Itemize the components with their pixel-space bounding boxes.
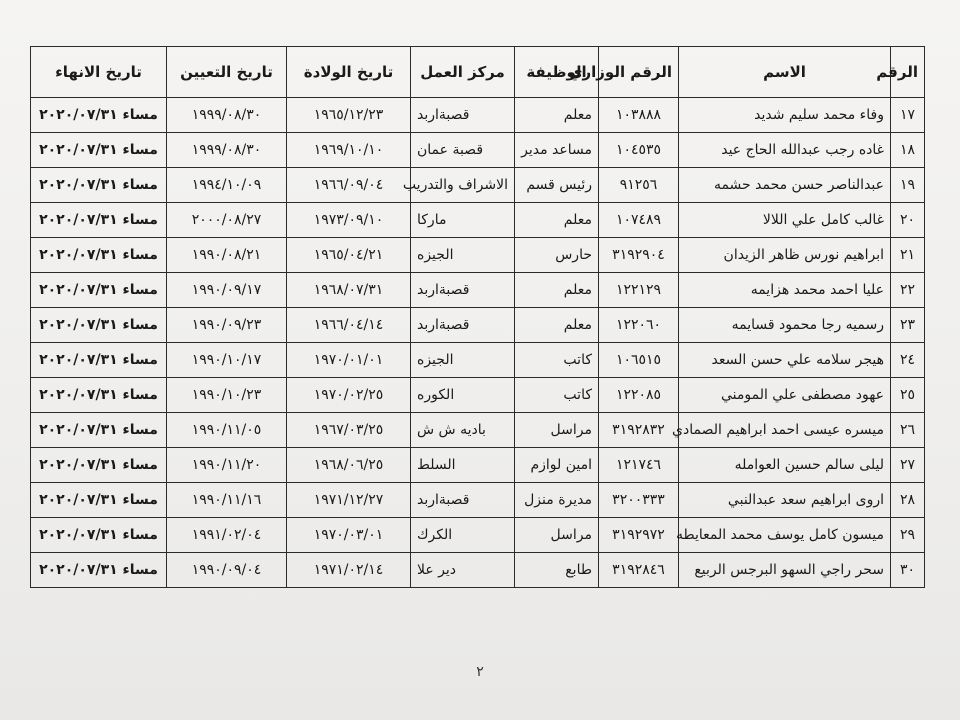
cell-num: ٢٠ [891, 203, 925, 238]
table-row [31, 343, 925, 378]
header-end-date: تاريخ الانهاء [31, 47, 167, 98]
cell-job: معلم [515, 203, 599, 238]
cell-end-date: مساء ٢٠٢٠/٠٧/٣١ [31, 518, 167, 553]
cell-name: سحر راجي السهو البرجس الربيع [679, 553, 891, 588]
cell-workplace: قصبة عمان [411, 133, 515, 168]
cell-appoint-date: ١٩٩٠/١١/٠٥ [167, 413, 287, 448]
cell-workplace: الكرك [411, 518, 515, 553]
cell-ministry-no: ١٢٢٠٦٠ [599, 308, 679, 343]
cell-job: حارس [515, 238, 599, 273]
cell-name: اروى ابراهيم سعد عبدالنبي [679, 483, 891, 518]
cell-ministry-no: ١٠٧٤٨٩ [599, 203, 679, 238]
header-appoint-date: تاريخ التعيين [167, 47, 287, 98]
table-row [31, 518, 925, 553]
cell-ministry-no: ١٢١٧٤٦ [599, 448, 679, 483]
cell-num: ٢٦ [891, 413, 925, 448]
cell-end-date: مساء ٢٠٢٠/٠٧/٣١ [31, 273, 167, 308]
cell-ministry-no: ١٠٣٨٨٨ [599, 98, 679, 133]
cell-num: ٢٩ [891, 518, 925, 553]
cell-workplace: الاشراف والتدريب [411, 168, 515, 203]
table-body [31, 98, 925, 588]
cell-name: هيجر سلامه علي حسن السعد [679, 343, 891, 378]
cell-birth-date: ١٩٦٥/٠٤/٢١ [287, 238, 411, 273]
cell-num: ١٨ [891, 133, 925, 168]
cell-end-date: مساء ٢٠٢٠/٠٧/٣١ [31, 553, 167, 588]
cell-num: ٢٨ [891, 483, 925, 518]
cell-appoint-date: ١٩٩٩/٠٨/٣٠ [167, 133, 287, 168]
cell-name: ميسون كامل يوسف محمد المعايطه [679, 518, 891, 553]
cell-name: عليا احمد محمد هزايمه [679, 273, 891, 308]
cell-ministry-no: ٣١٩٢٩٧٢ [599, 518, 679, 553]
cell-appoint-date: ١٩٩٠/٠٩/١٧ [167, 273, 287, 308]
cell-name: غاده رجب عبدالله الحاج عيد [679, 133, 891, 168]
cell-job: كاتب [515, 343, 599, 378]
cell-appoint-date: ٢٠٠٠/٠٨/٢٧ [167, 203, 287, 238]
cell-num: ٢٢ [891, 273, 925, 308]
cell-job: معلم [515, 273, 599, 308]
cell-job: مديرة منزل [515, 483, 599, 518]
cell-workplace: قصبةاربد [411, 98, 515, 133]
cell-birth-date: ١٩٦٦/٠٩/٠٤ [287, 168, 411, 203]
cell-num: ٢٣ [891, 308, 925, 343]
cell-ministry-no: ١٢٢١٢٩ [599, 273, 679, 308]
table-row [31, 203, 925, 238]
cell-birth-date: ١٩٧١/٠٢/١٤ [287, 553, 411, 588]
table-row [31, 133, 925, 168]
cell-birth-date: ١٩٦٧/٠٣/٢٥ [287, 413, 411, 448]
table-row [31, 168, 925, 203]
cell-job: امين لوازم [515, 448, 599, 483]
cell-appoint-date: ١٩٩٤/١٠/٠٩ [167, 168, 287, 203]
cell-ministry-no: ١٢٢٠٨٥ [599, 378, 679, 413]
page-number: ٢ [476, 664, 484, 680]
cell-ministry-no: ١٠٦٥١٥ [599, 343, 679, 378]
cell-appoint-date: ١٩٩٠/١٠/٢٣ [167, 378, 287, 413]
cell-end-date: مساء ٢٠٢٠/٠٧/٣١ [31, 343, 167, 378]
cell-ministry-no: ٣١٩٢٨٣٢ [599, 413, 679, 448]
cell-name: غالب كامل علي اللالا [679, 203, 891, 238]
cell-name: ميسره عيسى احمد ابراهيم الصمادي [679, 413, 891, 448]
retirement-table [30, 46, 925, 588]
table-row [31, 98, 925, 133]
cell-end-date: مساء ٢٠٢٠/٠٧/٣١ [31, 448, 167, 483]
cell-workplace: ماركا [411, 203, 515, 238]
cell-workplace: قصبةاربد [411, 483, 515, 518]
cell-num: ١٩ [891, 168, 925, 203]
cell-birth-date: ١٩٧٠/٠٣/٠١ [287, 518, 411, 553]
cell-ministry-no: ٣٢٠٠٣٣٣ [599, 483, 679, 518]
cell-ministry-no: ٣١٩٢٩٠٤ [599, 238, 679, 273]
cell-job: معلم [515, 98, 599, 133]
cell-ministry-no: ١٠٤٥٣٥ [599, 133, 679, 168]
cell-appoint-date: ١٩٩٠/٠٨/٢١ [167, 238, 287, 273]
cell-workplace: قصبةاربد [411, 273, 515, 308]
cell-name: رسميه رجا محمود قسايمه [679, 308, 891, 343]
table-row [31, 483, 925, 518]
cell-name: وفاء محمد سليم شديد [679, 98, 891, 133]
cell-num: ٢٥ [891, 378, 925, 413]
cell-birth-date: ١٩٧٠/٠١/٠١ [287, 343, 411, 378]
cell-num: ٢٤ [891, 343, 925, 378]
cell-workplace: باديه ش ش [411, 413, 515, 448]
cell-birth-date: ١٩٦٥/١٢/٢٣ [287, 98, 411, 133]
cell-birth-date: ١٩٧٣/٠٩/١٠ [287, 203, 411, 238]
header-ministry-no: الرقم الوزاري [599, 47, 679, 98]
header-job: الوظيفة [515, 47, 599, 98]
cell-birth-date: ١٩٦٩/١٠/١٠ [287, 133, 411, 168]
cell-workplace: الجيزه [411, 343, 515, 378]
table-row [31, 378, 925, 413]
table-row [31, 448, 925, 483]
cell-name: عهود مصطفى علي المومني [679, 378, 891, 413]
cell-end-date: مساء ٢٠٢٠/٠٧/٣١ [31, 413, 167, 448]
table-row [31, 553, 925, 588]
cell-job: رئيس قسم [515, 168, 599, 203]
cell-name: ابراهيم نورس ظاهر الزيدان [679, 238, 891, 273]
cell-workplace: الكوره [411, 378, 515, 413]
cell-workplace: السلط [411, 448, 515, 483]
cell-workplace: قصبةاربد [411, 308, 515, 343]
cell-end-date: مساء ٢٠٢٠/٠٧/٣١ [31, 203, 167, 238]
cell-end-date: مساء ٢٠٢٠/٠٧/٣١ [31, 308, 167, 343]
cell-end-date: مساء ٢٠٢٠/٠٧/٣١ [31, 133, 167, 168]
cell-end-date: مساء ٢٠٢٠/٠٧/٣١ [31, 378, 167, 413]
cell-birth-date: ١٩٦٨/٠٦/٢٥ [287, 448, 411, 483]
cell-appoint-date: ١٩٩٠/٠٩/٢٣ [167, 308, 287, 343]
cell-birth-date: ١٩٧١/١٢/٢٧ [287, 483, 411, 518]
cell-name: ليلى سالم حسين العوامله [679, 448, 891, 483]
cell-ministry-no: ٣١٩٢٨٤٦ [599, 553, 679, 588]
header-row [31, 47, 925, 98]
cell-appoint-date: ١٩٩٠/١١/١٦ [167, 483, 287, 518]
cell-appoint-date: ١٩٩٠/١٠/١٧ [167, 343, 287, 378]
cell-job: مساعد مدير [515, 133, 599, 168]
cell-num: ٢٧ [891, 448, 925, 483]
table-row [31, 413, 925, 448]
header-workplace: مركز العمل [411, 47, 515, 98]
cell-num: ٣٠ [891, 553, 925, 588]
cell-job: مراسل [515, 518, 599, 553]
cell-num: ٢١ [891, 238, 925, 273]
cell-birth-date: ١٩٦٦/٠٤/١٤ [287, 308, 411, 343]
cell-appoint-date: ١٩٩٠/٠٩/٠٤ [167, 553, 287, 588]
cell-name: عبدالناصر حسن محمد حشمه [679, 168, 891, 203]
header-birth-date: تاريخ الولادة [287, 47, 411, 98]
cell-end-date: مساء ٢٠٢٠/٠٧/٣١ [31, 168, 167, 203]
cell-appoint-date: ١٩٩٩/٠٨/٣٠ [167, 98, 287, 133]
cell-appoint-date: ١٩٩٠/١١/٢٠ [167, 448, 287, 483]
cell-end-date: مساء ٢٠٢٠/٠٧/٣١ [31, 98, 167, 133]
cell-job: معلم [515, 308, 599, 343]
cell-end-date: مساء ٢٠٢٠/٠٧/٣١ [31, 238, 167, 273]
cell-workplace: الجيزه [411, 238, 515, 273]
cell-job: مراسل [515, 413, 599, 448]
table-row [31, 238, 925, 273]
header-num: الرقم [891, 47, 925, 98]
cell-birth-date: ١٩٦٨/٠٧/٣١ [287, 273, 411, 308]
cell-job: طابع [515, 553, 599, 588]
cell-appoint-date: ١٩٩١/٠٢/٠٤ [167, 518, 287, 553]
table-row [31, 308, 925, 343]
header-name: الاسم [679, 47, 891, 98]
cell-birth-date: ١٩٧٠/٠٢/٢٥ [287, 378, 411, 413]
table-row [31, 273, 925, 308]
cell-ministry-no: ٩١٢٥٦ [599, 168, 679, 203]
cell-job: كاتب [515, 378, 599, 413]
cell-end-date: مساء ٢٠٢٠/٠٧/٣١ [31, 483, 167, 518]
cell-num: ١٧ [891, 98, 925, 133]
cell-workplace: دير علا [411, 553, 515, 588]
